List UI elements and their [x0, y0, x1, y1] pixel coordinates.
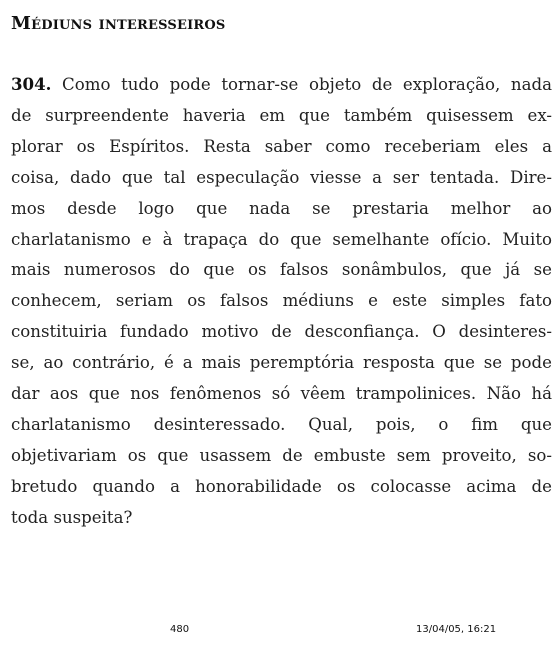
paragraph-line: charlatanismo e à trapaça do que semelhante ofício. Muito	[11, 229, 552, 249]
paragraph-line: se, ao contrário, é a mais peremptória resposta que se pode	[11, 353, 552, 373]
paragraph-line: dar aos que nos fenômenos só vêem trampolinices. Não há	[11, 384, 552, 404]
paragraph-number: 304.	[11, 74, 52, 94]
paragraph-line: plorar os Espíritos. Resta saber como receberiam eles a	[11, 136, 552, 156]
paragraph-line: toda suspeita?	[11, 507, 133, 527]
paragraph-line: conhecem, seriam os falsos médiuns e este simples fato	[11, 291, 552, 311]
paragraph-line: 304. Como tudo pode tornar-se objeto de exploração, nada	[11, 74, 552, 94]
paragraph-line: charlatanismo desinteressado. Qual, pois, o fim que	[11, 414, 552, 434]
paragraph-line: bretudo quando a honorabilidade os colocasse acima de	[11, 476, 552, 496]
print-timestamp: 13/04/05, 16:21	[416, 624, 497, 635]
paragraph-line: de surpreendente haveria em que também quisessem ex-	[11, 105, 552, 125]
paragraph-line: mais numerosos do que os falsos sonâmbulos, que já se	[11, 260, 552, 280]
page-number: 480	[170, 624, 190, 635]
paragraph-304	[11, 69, 552, 534]
section-heading: Médiuns interesseiros	[11, 13, 226, 34]
paragraph-line: mos desde logo que nada se prestaria melhor ao	[11, 198, 552, 218]
paragraph-line: objetivariam os que usassem de embuste sem proveito, so-	[11, 445, 552, 465]
paragraph-line: constituiria fundado motivo de desconfiança. O desinteres-	[11, 322, 552, 342]
paragraph-line: coisa, dado que tal especulação viesse a ser tentada. Dire-	[11, 167, 552, 187]
